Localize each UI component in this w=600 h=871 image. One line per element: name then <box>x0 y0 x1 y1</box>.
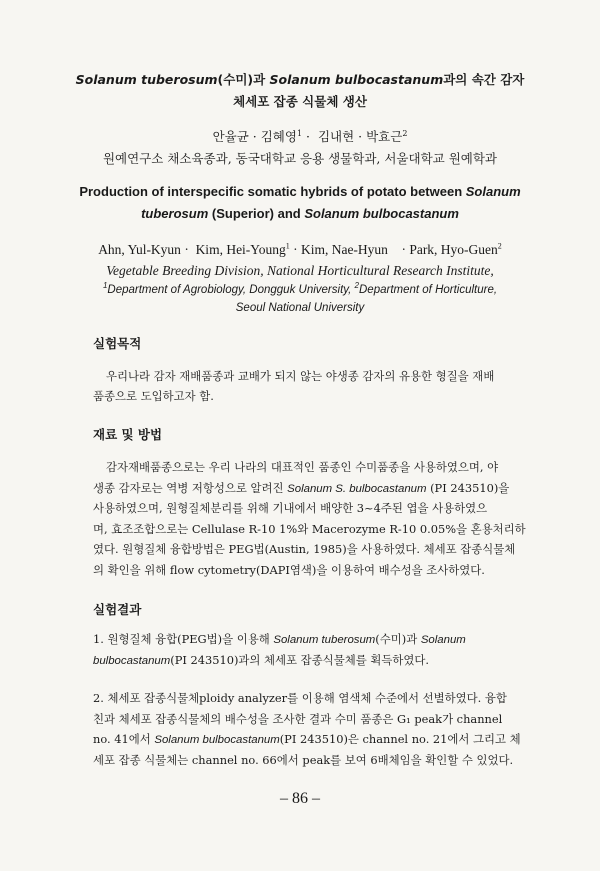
paragraph-line: 품종으로 도입하고자 함. <box>93 389 214 403</box>
paragraph-line: bulbocastanum(PI 243510)과의 체세포 잡종식물체를 획득하였다. <box>93 653 429 667</box>
paragraph-line: 세포 잡종 식물체는 channel no. 66에서 peak를 보여 6배체임을 확인할 수 있었다. <box>93 753 514 767</box>
english-title-line-2: tuberosum (Superior) and Solanum bulbocastanum <box>141 206 459 221</box>
species-name: Solanum bulbocastanum <box>154 734 280 746</box>
paragraph-line: no. 41에서 Solanum bulbocastanum(PI 243510)은 channel no. 21에서 그리고 체 <box>93 732 521 746</box>
korean-affiliations: 원예연구소 채소육종과, 동국대학교 응용 생물학과, 서울대학교 원예학과 <box>102 151 498 166</box>
korean-title-line-2: 체세포 잡종 식물체 생산 <box>233 94 367 109</box>
english-affiliation-line-3: Seoul National University <box>235 302 365 314</box>
paragraph-line: 였다. 원형질체 융합방법은 PEG법(Austin, 1985)을 사용하였다. 체세포 잡종식물체 <box>93 542 516 556</box>
korean-title-line-1: Solanum tuberosum(수미)과 Solanum bulbocastanum과의 속간 감자 <box>75 72 525 87</box>
paragraph-line: 사용하였으며, 원형질체분리를 위해 기내에서 배양한 3~4주된 엽을 사용하였으 <box>93 501 488 515</box>
section-heading-results: 실험결과 <box>93 602 142 617</box>
english-affiliation-line-2: $^1$Department of Agrobiology, Dongguk University, $^2$Department of Horticulture, <box>102 281 498 296</box>
species-name: Solanum <box>420 634 466 646</box>
paragraph-line: 생종 감자로는 역병 저항성으로 알려진 Solanum S. bulbocastanum (PI 243510)을 <box>93 481 510 495</box>
english-affiliation-line-1: Vegetable Breeding Division, National Horticultural Research Institute, <box>106 263 494 278</box>
species-name: Solanum S. bulbocastanum <box>287 483 427 495</box>
species-name: Solanum <box>465 184 521 199</box>
species-name: Solanum tuberosum <box>273 634 376 646</box>
species-name: tuberosum <box>141 206 209 221</box>
paragraph-line: 감자재배품종으로는 우리 나라의 대표적인 품종인 수미품종을 사용하였으며, 야 <box>106 460 499 474</box>
paragraph-line: 2. 체세포 잡종식물체ploidy analyzer를 이용해 염색체 수준에서 선별하였다. 융합 <box>93 691 507 705</box>
species-name: bulbocastanum <box>93 655 171 667</box>
page-number: – 86 – <box>280 790 320 807</box>
species-name: Solanum bulbocastanum <box>304 206 459 221</box>
section-heading-methods: 재료 및 방법 <box>93 427 163 442</box>
species-name: Solanum bulbocastanum <box>269 72 444 87</box>
paragraph-line: 의 확인을 위해 flow cytometry(DAPI염색)을 이용하여 배수성을 조사하였다. <box>93 563 485 577</box>
paragraph-line: 친과 체세포 잡종식물체의 배수성을 조사한 결과 수미 품종은 G₁ peak가 channel <box>93 712 503 726</box>
english-authors: Ahn, Yul-Kyun · Kim, Hei-Young$^1$ · Kim, Nae-Hyun · Park, Hyo-Guen$^2$ <box>98 241 502 257</box>
section-heading-purpose: 실험목적 <box>93 336 142 351</box>
paragraph-line: 1. 원형질체 융합(PEG법)을 이용해 Solanum tuberosum(수미)과 Solanum <box>93 632 466 646</box>
korean-authors: 안율균 · 김혜영$^1$ · 김내현 · 박효근$^2$ <box>212 128 408 144</box>
english-title-line-1: Production of interspecific somatic hybrids of potato between Solanum <box>79 184 521 199</box>
paragraph-line: 며, 효조조합으로는 Cellulase R-10 1%와 Macerozyme R-10 0.05%을 혼용처리하 <box>93 522 526 536</box>
species-name: Solanum tuberosum <box>75 72 218 87</box>
paragraph-line: 우리나라 감자 재배품종과 교배가 되지 않는 야생종 감자의 유용한 형질을 재배 <box>106 369 495 383</box>
